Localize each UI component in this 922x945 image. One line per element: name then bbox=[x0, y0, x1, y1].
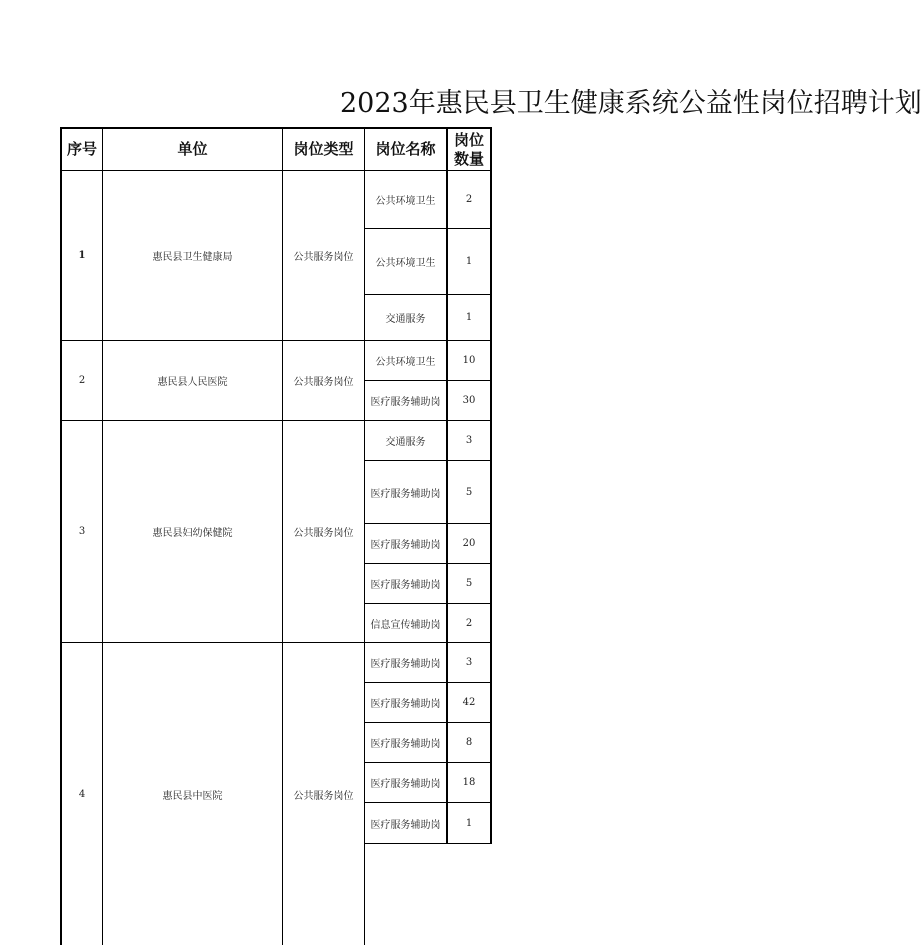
group-3-post-type: 公共服务岗位 bbox=[283, 421, 365, 643]
post-row-15-count: 1 bbox=[448, 803, 492, 844]
post-row-9-count: 5 bbox=[448, 564, 492, 604]
post-row-2-name: 公共环境卫生 bbox=[365, 229, 448, 295]
post-row-11-name: 医疗服务辅助岗 bbox=[365, 643, 448, 683]
post-row-3-name: 交通服务 bbox=[365, 295, 448, 341]
post-row-1-name: 公共环境卫生 bbox=[365, 171, 448, 229]
post-row-1-count: 2 bbox=[448, 171, 492, 229]
post-row-9-name: 医疗服务辅助岗 bbox=[365, 564, 448, 604]
post-row-4-name: 公共环境卫生 bbox=[365, 341, 448, 381]
header-seq: 序号 bbox=[60, 127, 103, 171]
post-row-8-count: 20 bbox=[448, 524, 492, 564]
post-row-13-name: 医疗服务辅助岗 bbox=[365, 723, 448, 763]
post-row-2-count: 1 bbox=[448, 229, 492, 295]
post-row-10-name: 信息宣传辅助岗 bbox=[365, 604, 448, 643]
group-3-seq: 3 bbox=[60, 421, 103, 643]
header-unit: 单位 bbox=[103, 127, 283, 171]
group-2-seq: 2 bbox=[60, 341, 103, 421]
post-row-7-name: 医疗服务辅助岗 bbox=[365, 461, 448, 524]
post-row-3-count: 1 bbox=[448, 295, 492, 341]
group-2-post-type: 公共服务岗位 bbox=[283, 341, 365, 421]
post-row-8-name: 医疗服务辅助岗 bbox=[365, 524, 448, 564]
group-1-seq: 1 bbox=[60, 171, 103, 341]
group-4-seq: 4 bbox=[60, 643, 103, 945]
header-post-count bbox=[448, 127, 492, 171]
group-2-unit: 惠民县人民医院 bbox=[103, 341, 283, 421]
post-row-11-count: 3 bbox=[448, 643, 492, 683]
post-row-5-name: 医疗服务辅助岗 bbox=[365, 381, 448, 421]
group-1-post-type: 公共服务岗位 bbox=[283, 171, 365, 341]
post-row-15-name: 医疗服务辅助岗 bbox=[365, 803, 448, 844]
post-row-5-count: 30 bbox=[448, 381, 492, 421]
post-row-13-count: 8 bbox=[448, 723, 492, 763]
post-row-14-count: 18 bbox=[448, 763, 492, 803]
post-row-6-name: 交通服务 bbox=[365, 421, 448, 461]
group-3-unit: 惠民县妇幼保健院 bbox=[103, 421, 283, 643]
post-row-4-count: 10 bbox=[448, 341, 492, 381]
post-row-12-count: 42 bbox=[448, 683, 492, 723]
group-1-unit: 惠民县卫生健康局 bbox=[103, 171, 283, 341]
header-post-name: 岗位名称 bbox=[365, 127, 448, 171]
group-4-unit: 惠民县中医院 bbox=[103, 643, 283, 945]
post-row-14-name: 医疗服务辅助岗 bbox=[365, 763, 448, 803]
group-4-post-type: 公共服务岗位 bbox=[283, 643, 365, 945]
post-row-7-count: 5 bbox=[448, 461, 492, 524]
header-post-count-line2: 数量 bbox=[453, 149, 484, 168]
header-post-count-line1: 岗位 bbox=[453, 130, 484, 149]
post-row-10-count: 2 bbox=[448, 604, 492, 643]
post-row-12-name: 医疗服务辅助岗 bbox=[365, 683, 448, 723]
header-post-type: 岗位类型 bbox=[283, 127, 365, 171]
page-title: 2023年惠民县卫生健康系统公益性岗位招聘计划 bbox=[340, 88, 922, 119]
post-row-6-count: 3 bbox=[448, 421, 492, 461]
